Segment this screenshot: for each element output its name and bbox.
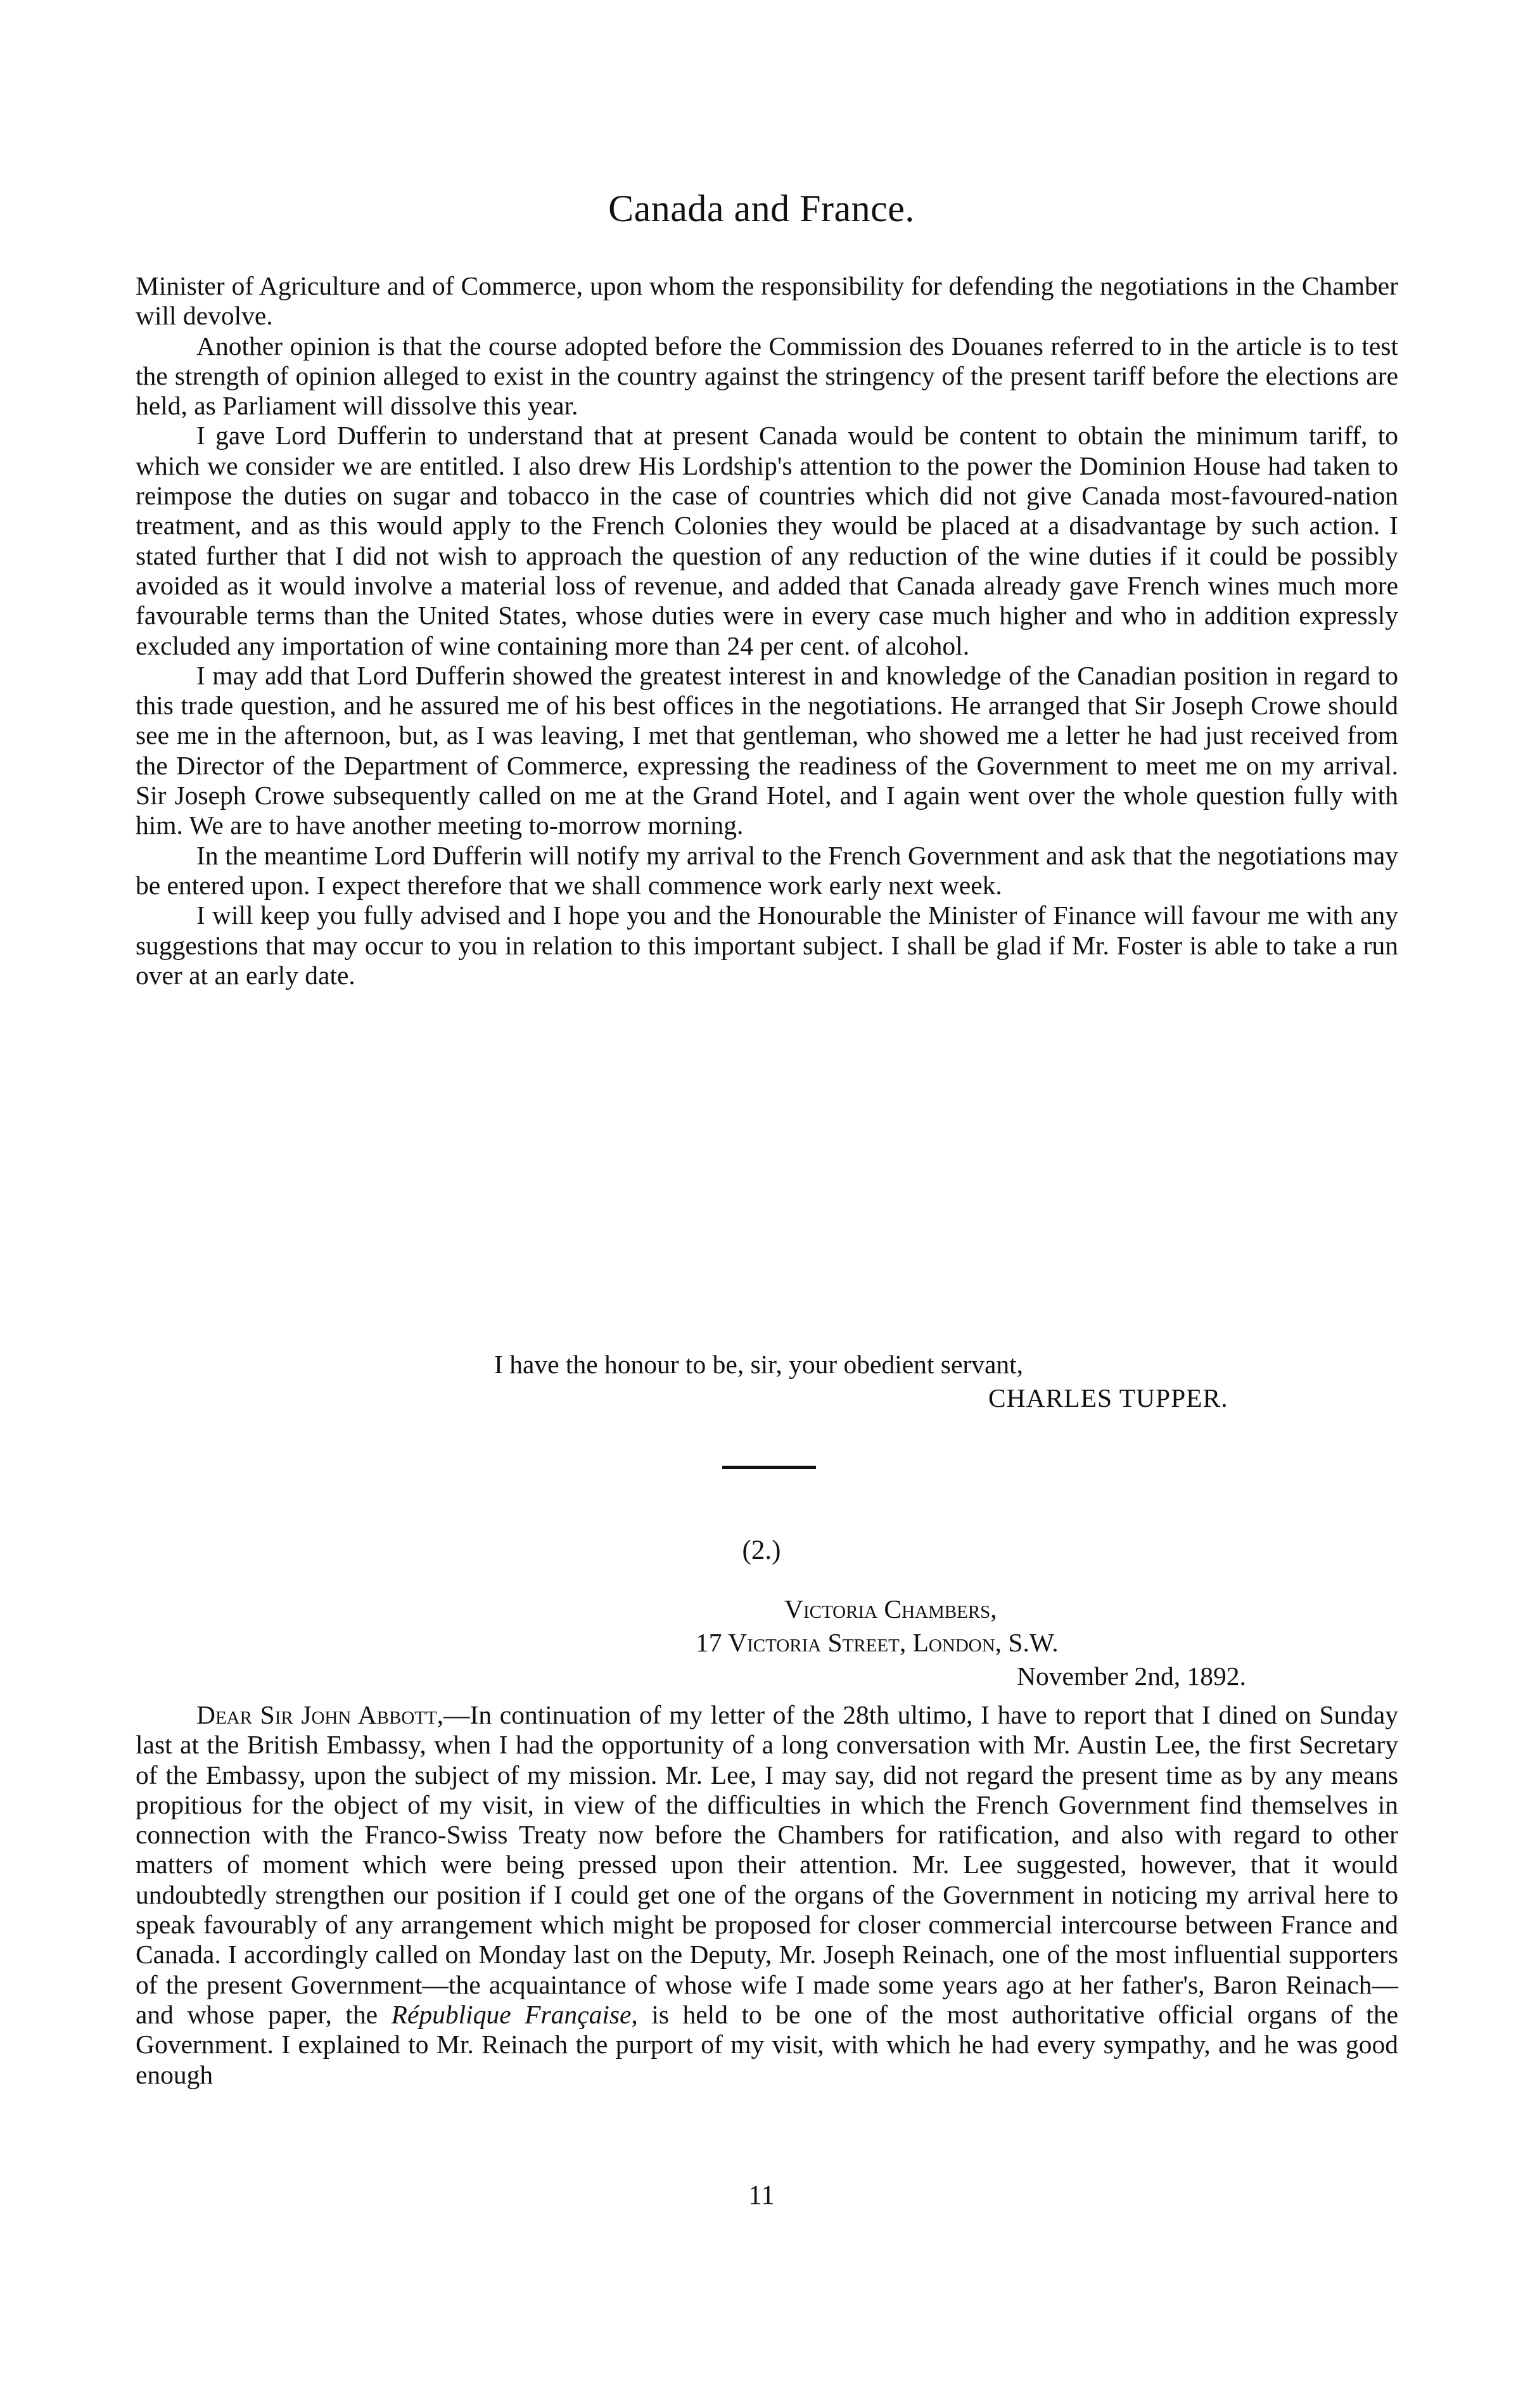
running-head: Canada and France. xyxy=(608,188,915,229)
paragraph: I will keep you fully advised and I hope you and the Honourable the Minister of Finance will favour me with any suggestions that may occur to you in relation to this important subject. I shall be glad if Mr. Foster is able to take a run over at an early date. xyxy=(136,900,1398,990)
paragraph: In the meantime Lord Dufferin will notify my arrival to the French Government and ask that the negotiations may be entered upon. I expect therefore that we shall commence work early next week. xyxy=(136,840,1398,900)
salutation: Dear Sir John Abbott, xyxy=(196,1700,444,1729)
body-text: —In continuation of my letter of the 28th ultimo, I have to report that I dined on Sunday last at the British Embassy, when I had the opportunity of a long conversation with Mr. Austin Lee, the first Secretary of the Embassy, upon the subject of my mission. Mr. Lee, I may say, did not regard the present time as by any means propitious for the object of my visit, in view of the difficulties in which the French Government find themselves in connection with the Franco-Swiss Treaty now before the Chambers for ratification, and also with regard to other matters of moment which were being pressed upon their attention. Mr. Lee suggested, however, that it would undoubtedly strengthen our position if I could get one of the organs of the Government in noticing my arrival here to speak favourably of any arrangement which might be proposed for closer commercial intercourse between France and Canada. I accordingly called on Monday last on the Deputy, Mr. Joseph Reinach, one of the most influential supporters of the present Government—the acquaintance of whose wife I made some years ago at her father's, Baron Reinach—and whose paper, the xyxy=(136,1700,1398,2029)
paragraph xyxy=(136,1700,1398,2090)
paragraph: Minister of Agriculture and of Commerce, upon whom the responsibility for defending the negotiations in the Chamber will devolve. xyxy=(136,271,1398,331)
letter-1-closing: I have the honour to be, sir, your obedient servant, xyxy=(494,1350,1024,1379)
letter-1-signature: CHARLES TUPPER. xyxy=(988,1383,1228,1412)
letter-date: November 2nd, 1892. xyxy=(1017,1662,1246,1691)
letter-2-number: (2.) xyxy=(742,1535,781,1565)
paragraph: I may add that Lord Dufferin showed the greatest interest in and knowledge of the Canadian position in regard to this trade question, and he assured me of his best offices in the negotiations. He arranged that Sir Joseph Crowe should see me in the afternoon, but, as I was leaving, I met that gentleman, who showed me a letter he had just received from the Director of the Department of Commerce, expressing the readiness of the Government to meet me on my arrival. Sir Joseph Crowe subsequently called on me at the Grand Hotel, and I again went over the whole question fully with him. We are to have another meeting to-morrow morning. xyxy=(136,660,1398,840)
newspaper-title: République Française xyxy=(391,1999,632,2029)
letter-1-body xyxy=(136,271,1398,990)
paragraph: I gave Lord Dufferin to understand that at present Canada would be content to obtain the minimum tariff, to which we consider we are entitled. I also drew His Lordship's attention to the power the Dominion House had taken to reimpose the duties on sugar and tobacco in the case of countries which did not give Canada most-favoured-nation treatment, and as this would apply to the French Colonies they would be placed at a disadvantage by such action. I stated further that I did not wish to approach the question of any reduction of the wine duties if it could be possibly avoided as it would involve a material loss of revenue, and added that Canada already gave French wines much more favourable terms than the United States, whose duties were in every case much higher and who in addition expressly excluded any importation of wine containing more than 24 per cent. of alcohol. xyxy=(136,421,1398,660)
letter-2-body xyxy=(136,1700,1398,2090)
page-number: 11 xyxy=(748,2181,775,2210)
paragraph: Another opinion is that the course adopted before the Commission des Douanes referred to in the article is to test the strength of opinion alleged to exist in the country against the stringency of the present tariff before the elections are held, as Parliament will dissolve this year. xyxy=(136,331,1398,421)
body-text: , is held to be one of the most authoritative official organs of the Government. I explained to Mr. Reinach the purport of my visit, with which he had every sympathy, and he was good enough xyxy=(136,1999,1398,2089)
address-line-1: Victoria Chambers, xyxy=(784,1594,997,1623)
address-line-2: 17 Victoria Street, London, S.W. xyxy=(696,1628,1059,1657)
section-divider xyxy=(722,1466,816,1469)
